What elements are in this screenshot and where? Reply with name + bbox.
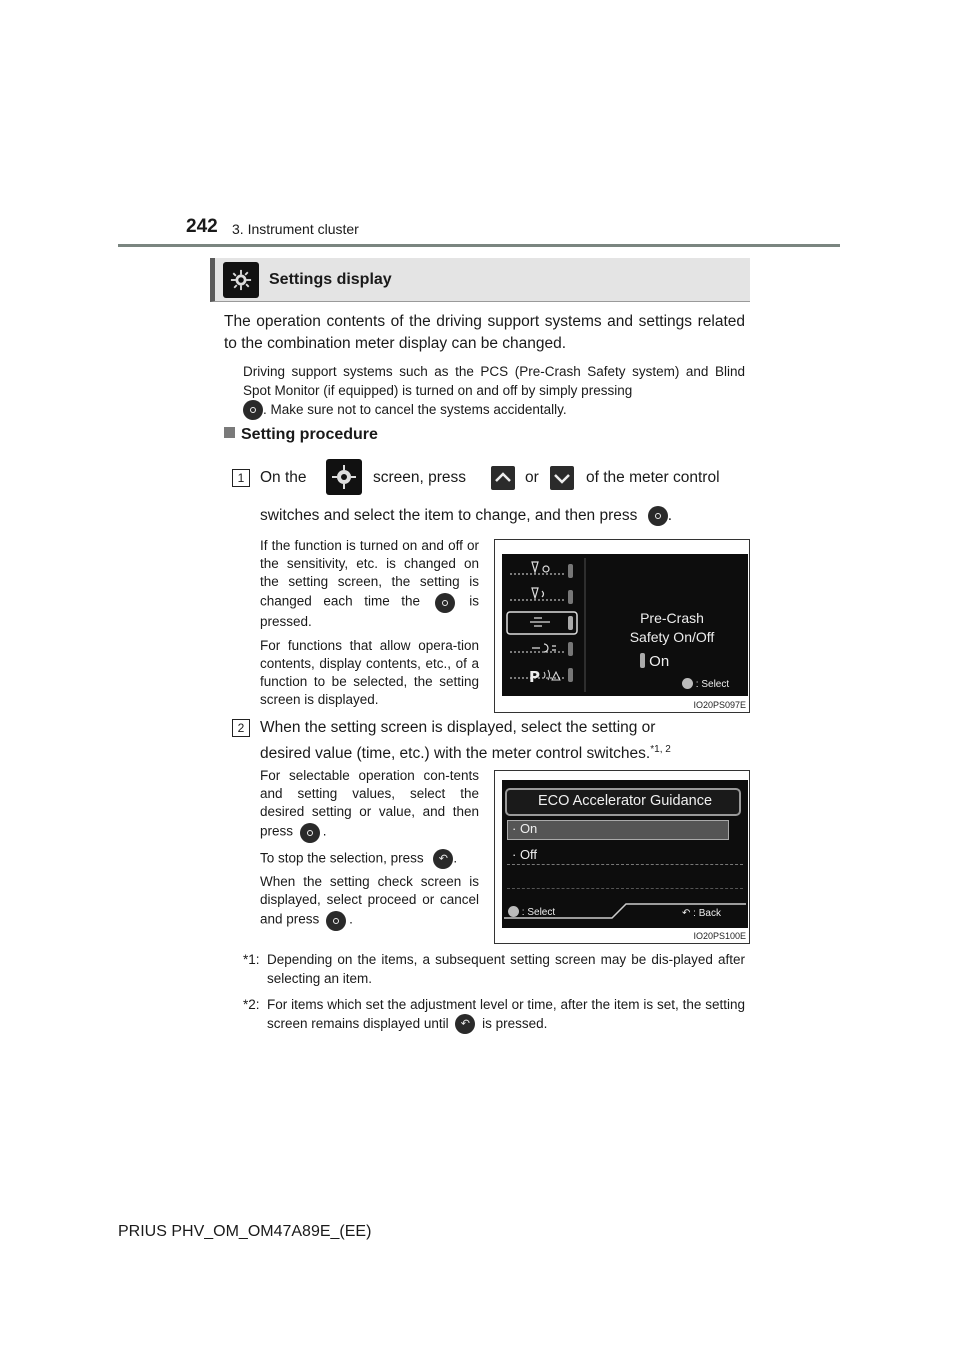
- settings-menu-icon: [326, 459, 362, 495]
- step1-word: screen, press: [373, 469, 467, 486]
- step1-line2-text: switches and select the item to change, and then press: [260, 507, 638, 525]
- step2-side-text-end: .: [453, 850, 458, 866]
- screen-value: On: [649, 653, 670, 670]
- header-divider: [118, 244, 840, 247]
- step2-line2: desired value (time, etc.) with the meter control switches.: [260, 745, 651, 763]
- intro-paragraph: The operation contents of the driving support systems and settings related to the combination meter display can be changed.: [224, 313, 745, 352]
- meter-display: [502, 780, 748, 928]
- toggle-indicator: [640, 653, 645, 668]
- footnote-reference: *1, 2: [650, 744, 671, 755]
- chapter-title: 3. Instrument cluster: [232, 221, 359, 237]
- note-text-end: . Make sure not to cancel the systems accidentally.: [263, 402, 567, 417]
- option-off: · Off: [512, 847, 538, 862]
- option-divider: [507, 864, 743, 866]
- document-footer: PRIUS PHV_OM_OM47A89E_(EE): [118, 1223, 372, 1240]
- step1-word: or: [525, 469, 539, 486]
- step2-side-text: For selectable operation con-tents and setting values, select the desired setting or value, and then press: [260, 768, 479, 839]
- screen-select-hint: [682, 678, 729, 690]
- step1-instruction-line2: [260, 506, 672, 526]
- step2-side-paragraph-2: [260, 849, 479, 869]
- step2-side-paragraph-3: [260, 873, 479, 931]
- step1-line2-end: .: [667, 507, 673, 525]
- step1-instruction-line1: [260, 459, 745, 495]
- footnote-2: [243, 995, 745, 1034]
- footnote-text-end: is pressed.: [482, 1016, 548, 1031]
- footnote-1: [243, 950, 745, 988]
- square-bullet-icon: [224, 427, 235, 438]
- footnote-text: Depending on the items, a subsequent setting screen may be dis-played after selecting an item.: [267, 952, 745, 986]
- ok-button-icon: [243, 400, 263, 420]
- svg-text:P: P: [529, 668, 540, 686]
- screen-value-row: [640, 653, 669, 670]
- step2-instruction: [260, 717, 745, 765]
- ok-button-icon: [648, 506, 668, 526]
- step2-side-text-end: .: [322, 823, 327, 839]
- meter-display: [502, 554, 748, 696]
- step1-side-text: If the function is turned on and off or the sensitivity, etc. is changed on the setting screen, the setting is changed each time the: [260, 538, 479, 609]
- ok-button-icon: [300, 823, 320, 843]
- screen-title: ECO Accelerator Guidance: [537, 793, 713, 809]
- ok-button-icon: [326, 911, 346, 931]
- footnote-mark: *2:: [243, 997, 260, 1012]
- step1-side-paragraph-1: [260, 537, 479, 631]
- step2-line1: When the setting screen is displayed, select the setting or: [260, 719, 656, 736]
- screen-back-hint: [682, 908, 721, 919]
- chevron-down-icon: [550, 466, 574, 490]
- option-divider: [507, 888, 743, 890]
- option-on: · On: [512, 821, 538, 836]
- section-banner: [210, 258, 750, 302]
- screen-title-line2: Safety On/Off: [629, 629, 715, 645]
- figure-pre-crash-screen: [494, 539, 750, 713]
- select-label: : Select: [695, 679, 730, 690]
- step2-side-text: When the setting check screen is displayed, select proceed or cancel and press: [260, 874, 479, 927]
- ok-button-icon: [508, 906, 519, 917]
- step-number-1: 1: [232, 469, 250, 487]
- option-highlight: [507, 820, 729, 840]
- chevron-up-icon: [491, 466, 515, 490]
- footnote-mark: *1:: [243, 952, 260, 967]
- footnote-text: For items which set the adjustment level or time, after the item is set, the setting screen remains displayed until: [267, 997, 745, 1031]
- back-button-icon: ↶: [455, 1014, 475, 1034]
- screen-title-line1: Pre-Crash: [640, 610, 704, 626]
- subsection-heading-text: Setting procedure: [241, 426, 378, 443]
- figure-eco-guidance-screen: [494, 770, 750, 944]
- screen-select-hint: [508, 906, 555, 918]
- section-title: Settings display: [269, 271, 392, 288]
- back-label: : Back: [693, 908, 721, 919]
- back-arrow-icon: ↶: [682, 908, 691, 919]
- figure-code: IO20PS097E: [693, 700, 746, 710]
- step1-word: of the meter control: [586, 469, 720, 486]
- page-number: 242: [186, 216, 218, 237]
- ok-button-icon: [435, 593, 455, 613]
- step1-side-paragraph-2: For functions that allow opera-tion contents, display contents, etc., of a function to be selected, the setting screen is displayed.: [260, 638, 479, 707]
- note-text: Driving support systems such as the PCS (Pre-Crash Safety system) and Blind Spot Monitor (if equipped) is turned on and off by simply pressing: [243, 364, 745, 398]
- step2-side-paragraph-1: [260, 767, 479, 843]
- step2-side-text-end: .: [349, 911, 353, 927]
- select-label: : Select: [521, 907, 556, 918]
- step2-side-text: To stop the selection, press: [260, 850, 424, 866]
- step-number-2: 2: [232, 719, 250, 737]
- note-paragraph: [243, 362, 745, 420]
- subsection-heading: [224, 426, 378, 444]
- step1-side-text-end: is pressed.: [260, 593, 479, 629]
- ok-button-icon: [682, 678, 693, 689]
- gear-icon: [223, 262, 259, 298]
- figure-code: IO20PS100E: [693, 931, 746, 941]
- back-button-icon: ↶: [433, 849, 453, 869]
- step1-word: On the: [260, 469, 307, 486]
